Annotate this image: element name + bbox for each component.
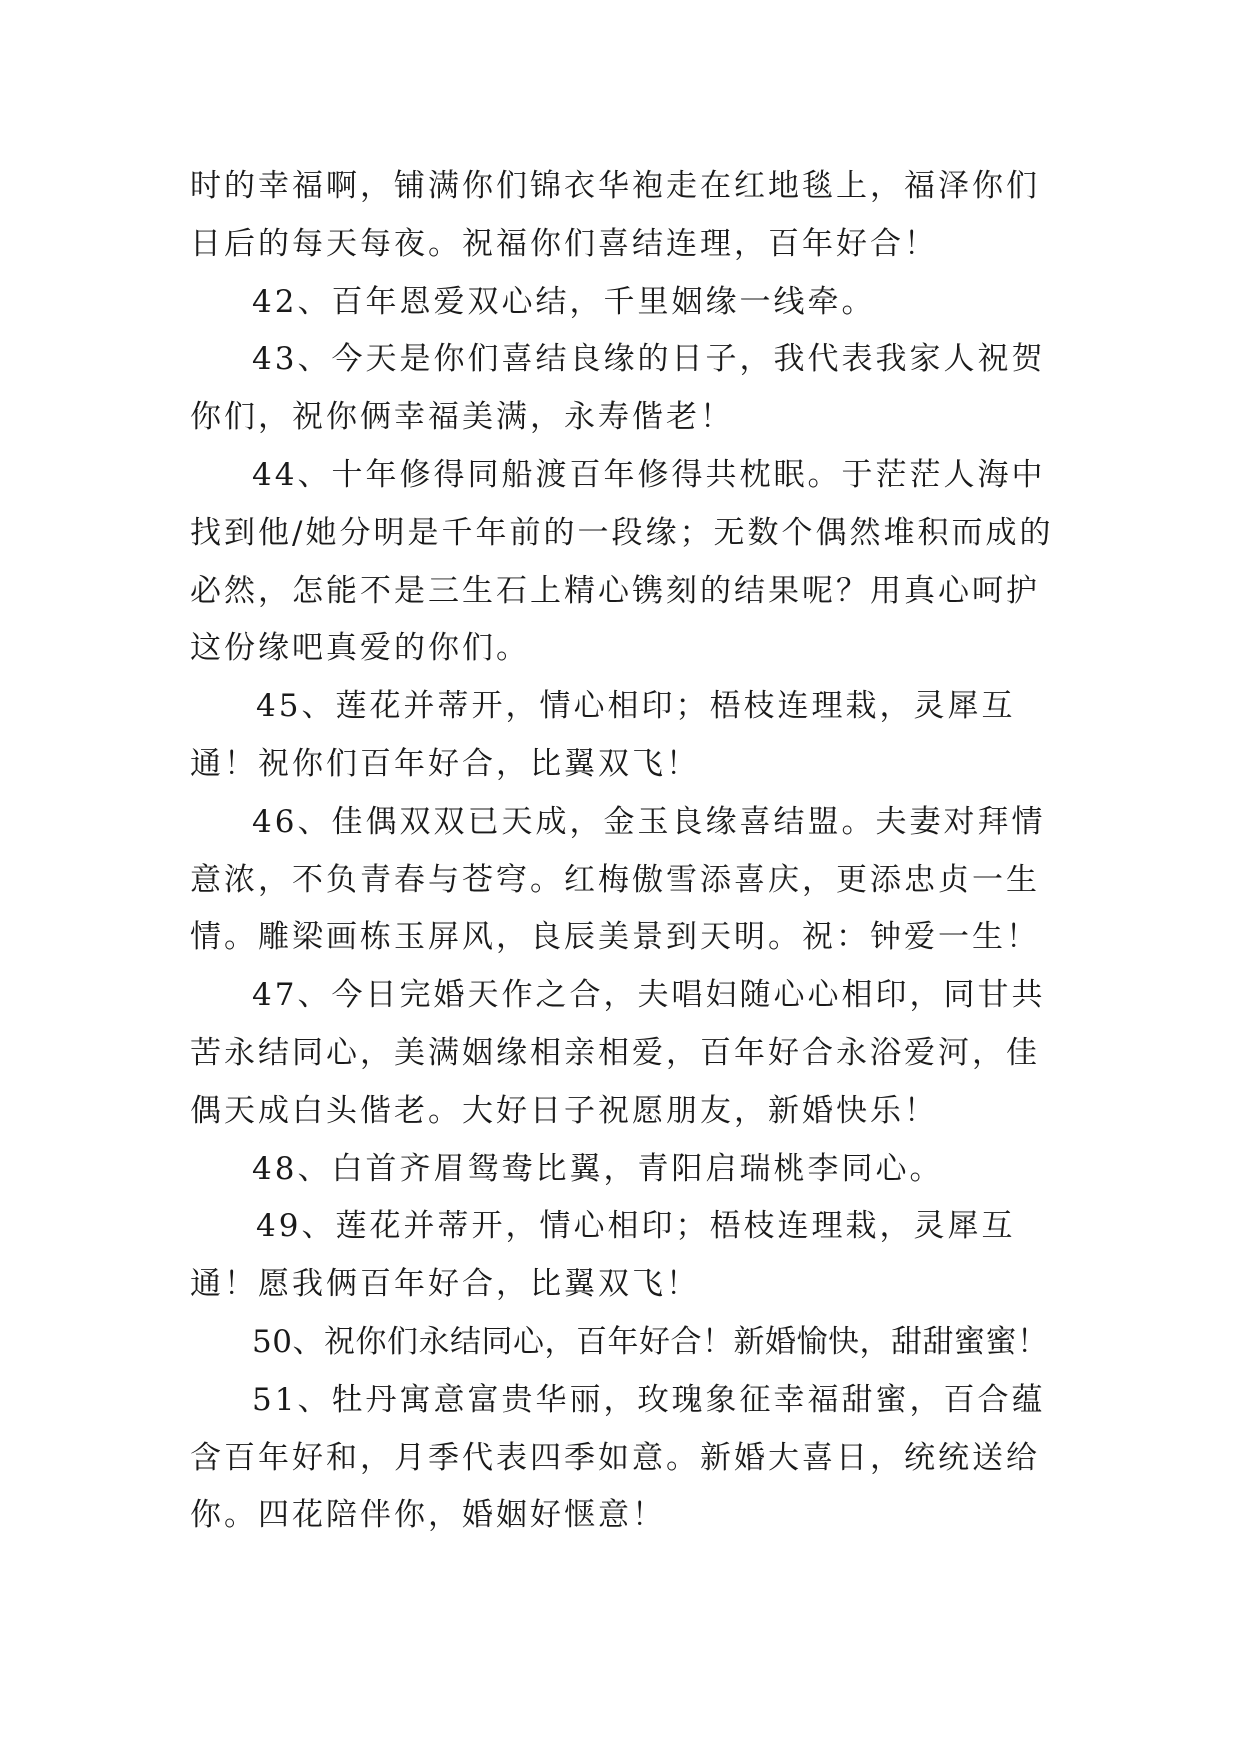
paragraph-44: 44、十年修得同船渡百年修得共枕眠。于茫茫人海中找到他/她分明是千年前的一段缘；无数个偶然堆积而成的必然，怎能不是三生石上精心镌刻的结果呢？用真心呵护这份缘吧真爱的你们。 <box>190 456 1054 667</box>
paragraph-45: 45、莲花并蒂开，情心相印；梧枝连理栽，灵犀互通！祝你们百年好合，比翼双飞！ <box>190 688 1016 782</box>
paragraph-47: 47、今日完婚天作之合，夫唱妇随心心相印，同甘共苦永结同心，美满姻缘相亲相爱，百年好合永浴爱河，佳偶天成白头偕老。大好日子祝愿朋友，新婚快乐！ <box>190 977 1046 1129</box>
paragraph-50: 50、祝你们永结同心，百年好合！新婚愉快，甜甜蜜蜜！ <box>252 1323 1049 1360</box>
paragraph-43: 43、今天是你们喜结良缘的日子，我代表我家人祝贺你们，祝你俩幸福美满，永寿偕老！ <box>190 341 1046 436</box>
document-body <box>190 158 1066 1545</box>
paragraph-42: 42、百年恩爱双心结，千里姻缘一线牵。 <box>252 283 876 320</box>
paragraph-continuation: 时的幸福啊，铺满你们锦衣华袍走在红地毯上，福泽你们日后的每天每夜。祝福你们喜结连理，百年好合！ <box>190 168 1040 262</box>
paragraph-48: 48、白首齐眉鸳鸯比翼，青阳启瑞桃李同心。 <box>252 1150 944 1187</box>
paragraph-51: 51、牡丹寓意富贵华丽，玫瑰象征幸福甜蜜，百合蕴含百年好和，月季代表四季如意。新婚大喜日，统统送给你。四花陪伴你，婚姻好惬意！ <box>190 1381 1046 1534</box>
paragraph-49: 49、莲花并蒂开，情心相印；梧枝连理栽，灵犀互通！愿我俩百年好合，比翼双飞！ <box>190 1208 1016 1303</box>
paragraph-46: 46、佳偶双双已天成，金玉良缘喜结盟。夫妻对拜情意浓，不负青春与苍穹。红梅傲雪添喜庆，更添忠贞一生情。雕梁画栋玉屏风，良辰美景到天明。祝：钟爱一生！ <box>190 803 1046 956</box>
